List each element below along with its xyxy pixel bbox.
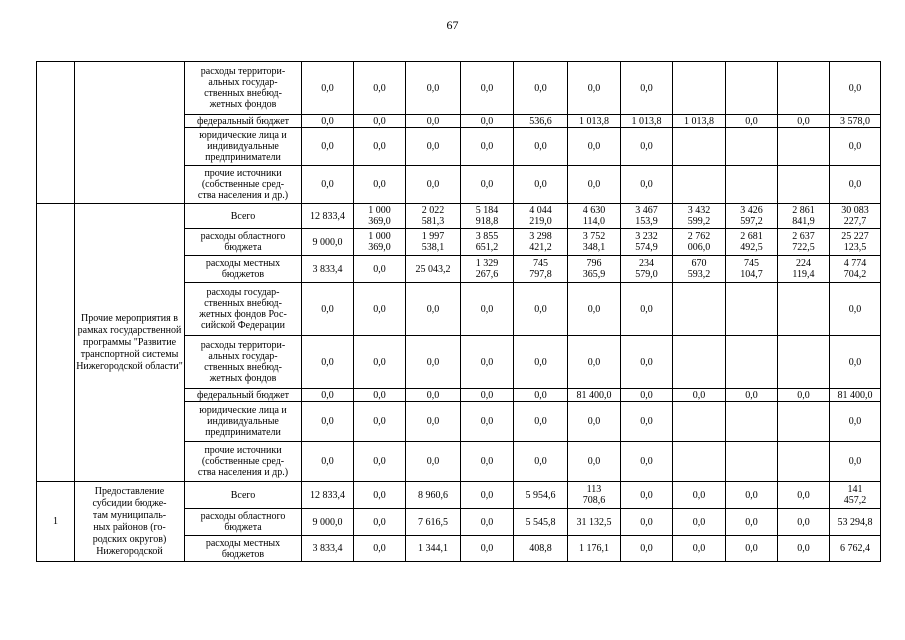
value-cell: 0,0 [302, 442, 354, 482]
value-cell: 0,0 [726, 389, 778, 402]
value-cell: 0,0 [354, 389, 406, 402]
funding-source-cell: прочие источники (собственные сред- ства населения и др.) [185, 442, 302, 482]
value-cell: 0,0 [568, 166, 621, 204]
value-cell [673, 166, 726, 204]
program-name-cell [75, 62, 185, 204]
value-cell [726, 62, 778, 115]
value-cell [726, 283, 778, 336]
funding-source-cell: федеральный бюджет [185, 115, 302, 128]
value-cell: 3 467 153,9 [621, 204, 673, 229]
value-cell [778, 283, 830, 336]
funding-source-cell: расходы территори- альных государ- ственных внебюд- жетных фондов [185, 336, 302, 389]
value-cell: 3 578,0 [830, 115, 881, 128]
value-cell: 5 545,8 [514, 509, 568, 536]
value-cell: 408,8 [514, 536, 568, 562]
page-number: 67 [446, 18, 459, 32]
value-cell: 0,0 [461, 402, 514, 442]
value-cell: 796 365,9 [568, 256, 621, 283]
program-name-cell: Предоставление субсидии бюдже- там муниципаль- ных районов (го- родских округов) Нижегородской [75, 482, 185, 562]
value-cell: 0,0 [621, 402, 673, 442]
value-cell: 0,0 [568, 283, 621, 336]
value-cell: 0,0 [568, 336, 621, 389]
value-cell: 0,0 [514, 283, 568, 336]
value-cell: 1 329 267,6 [461, 256, 514, 283]
value-cell: 0,0 [621, 442, 673, 482]
funding-source-cell: расходы территори- альных государ- ственных внебюд- жетных фондов [185, 62, 302, 115]
value-cell: 5 954,6 [514, 482, 568, 509]
value-cell: 0,0 [726, 536, 778, 562]
value-cell: 3 855 651,2 [461, 229, 514, 256]
value-cell: 1 000 369,0 [354, 229, 406, 256]
value-cell: 0,0 [461, 482, 514, 509]
value-cell: 0,0 [778, 509, 830, 536]
value-cell: 2 762 006,0 [673, 229, 726, 256]
row-number-cell [37, 204, 75, 482]
value-cell: 0,0 [778, 536, 830, 562]
value-cell: 0,0 [354, 336, 406, 389]
value-cell [778, 442, 830, 482]
value-cell: 0,0 [302, 128, 354, 166]
funding-source-cell: расходы местных бюджетов [185, 536, 302, 562]
value-cell: 0,0 [514, 166, 568, 204]
value-cell: 0,0 [673, 536, 726, 562]
value-cell: 234 579,0 [621, 256, 673, 283]
value-cell: 0,0 [354, 115, 406, 128]
value-cell: 0,0 [621, 283, 673, 336]
value-cell: 0,0 [354, 283, 406, 336]
value-cell: 0,0 [406, 283, 461, 336]
value-cell: 0,0 [621, 128, 673, 166]
value-cell: 1 013,8 [621, 115, 673, 128]
value-cell: 0,0 [621, 336, 673, 389]
value-cell: 9 000,0 [302, 509, 354, 536]
value-cell [726, 442, 778, 482]
value-cell: 2 681 492,5 [726, 229, 778, 256]
value-cell: 0,0 [354, 536, 406, 562]
value-cell: 4 630 114,0 [568, 204, 621, 229]
value-cell: 0,0 [354, 128, 406, 166]
value-cell: 0,0 [354, 482, 406, 509]
value-cell [673, 402, 726, 442]
value-cell: 0,0 [461, 389, 514, 402]
row-number-cell: 1 [37, 482, 75, 562]
value-cell [778, 62, 830, 115]
value-cell: 0,0 [830, 336, 881, 389]
value-cell [778, 166, 830, 204]
funding-source-cell: расходы местных бюджетов [185, 256, 302, 283]
value-cell: 0,0 [406, 128, 461, 166]
budget-table [36, 61, 881, 562]
program-name-cell: Прочие мероприятия в рамках государственной программы "Развитие транспортной системы Нижегородской области" [75, 204, 185, 482]
value-cell: 0,0 [354, 62, 406, 115]
value-cell: 0,0 [302, 62, 354, 115]
budget-table-body [37, 62, 881, 562]
value-cell: 0,0 [302, 336, 354, 389]
value-cell [778, 402, 830, 442]
value-cell: 30 083 227,7 [830, 204, 881, 229]
value-cell: 0,0 [621, 536, 673, 562]
value-cell [673, 442, 726, 482]
value-cell [673, 283, 726, 336]
value-cell [778, 128, 830, 166]
value-cell: 0,0 [568, 128, 621, 166]
table-row [37, 204, 881, 229]
value-cell: 0,0 [673, 482, 726, 509]
value-cell: 12 833,4 [302, 482, 354, 509]
funding-source-cell: расходы областного бюджета [185, 229, 302, 256]
row-number-cell [37, 62, 75, 204]
value-cell [673, 336, 726, 389]
value-cell: 0,0 [461, 166, 514, 204]
value-cell: 3 432 599,2 [673, 204, 726, 229]
value-cell: 0,0 [514, 442, 568, 482]
value-cell: 745 797,8 [514, 256, 568, 283]
value-cell: 4 774 704,2 [830, 256, 881, 283]
funding-source-cell: федеральный бюджет [185, 389, 302, 402]
value-cell: 0,0 [726, 509, 778, 536]
value-cell: 0,0 [302, 402, 354, 442]
value-cell: 0,0 [621, 509, 673, 536]
value-cell: 113 708,6 [568, 482, 621, 509]
value-cell: 0,0 [406, 389, 461, 402]
value-cell: 0,0 [461, 336, 514, 389]
value-cell: 0,0 [461, 509, 514, 536]
value-cell: 0,0 [621, 62, 673, 115]
value-cell: 12 833,4 [302, 204, 354, 229]
value-cell: 745 104,7 [726, 256, 778, 283]
value-cell: 53 294,8 [830, 509, 881, 536]
value-cell: 0,0 [778, 389, 830, 402]
value-cell: 0,0 [621, 389, 673, 402]
value-cell: 0,0 [406, 336, 461, 389]
value-cell: 1 013,8 [568, 115, 621, 128]
value-cell: 0,0 [461, 536, 514, 562]
value-cell: 0,0 [354, 166, 406, 204]
funding-source-cell: Всего [185, 204, 302, 229]
value-cell: 8 960,6 [406, 482, 461, 509]
funding-source-cell: расходы областного бюджета [185, 509, 302, 536]
value-cell: 3 426 597,2 [726, 204, 778, 229]
value-cell: 0,0 [461, 62, 514, 115]
value-cell: 0,0 [568, 442, 621, 482]
value-cell: 0,0 [778, 482, 830, 509]
value-cell: 0,0 [568, 402, 621, 442]
value-cell [726, 166, 778, 204]
value-cell: 9 000,0 [302, 229, 354, 256]
value-cell: 0,0 [302, 389, 354, 402]
value-cell: 4 044 219,0 [514, 204, 568, 229]
value-cell: 0,0 [461, 128, 514, 166]
value-cell: 81 400,0 [568, 389, 621, 402]
value-cell: 1 000 369,0 [354, 204, 406, 229]
value-cell [673, 62, 726, 115]
funding-source-cell: юридические лица и индивидуальные предприниматели [185, 128, 302, 166]
value-cell: 0,0 [514, 336, 568, 389]
funding-source-cell: юридические лица и индивидуальные предприниматели [185, 402, 302, 442]
value-cell: 3 232 574,9 [621, 229, 673, 256]
value-cell: 0,0 [514, 389, 568, 402]
value-cell: 0,0 [406, 166, 461, 204]
value-cell: 224 119,4 [778, 256, 830, 283]
value-cell: 5 184 918,8 [461, 204, 514, 229]
value-cell: 0,0 [302, 115, 354, 128]
value-cell: 0,0 [354, 442, 406, 482]
value-cell: 0,0 [830, 402, 881, 442]
value-cell: 0,0 [830, 166, 881, 204]
value-cell: 0,0 [302, 166, 354, 204]
value-cell: 536,6 [514, 115, 568, 128]
value-cell: 0,0 [514, 62, 568, 115]
value-cell: 25 043,2 [406, 256, 461, 283]
value-cell: 0,0 [673, 389, 726, 402]
value-cell: 2 022 581,3 [406, 204, 461, 229]
value-cell: 2 861 841,9 [778, 204, 830, 229]
funding-source-cell: расходы государ- ственных внебюд- жетных фондов Рос- сийской Федерации [185, 283, 302, 336]
value-cell: 0,0 [302, 283, 354, 336]
value-cell: 0,0 [354, 402, 406, 442]
value-cell: 0,0 [830, 62, 881, 115]
value-cell: 0,0 [514, 128, 568, 166]
value-cell: 670 593,2 [673, 256, 726, 283]
value-cell: 1 344,1 [406, 536, 461, 562]
value-cell: 0,0 [621, 166, 673, 204]
value-cell: 0,0 [406, 115, 461, 128]
value-cell: 0,0 [514, 402, 568, 442]
value-cell: 0,0 [406, 402, 461, 442]
value-cell [726, 402, 778, 442]
value-cell: 6 762,4 [830, 536, 881, 562]
value-cell: 1 997 538,1 [406, 229, 461, 256]
value-cell [673, 128, 726, 166]
value-cell: 0,0 [830, 442, 881, 482]
value-cell: 7 616,5 [406, 509, 461, 536]
value-cell: 0,0 [461, 115, 514, 128]
value-cell: 0,0 [568, 62, 621, 115]
table-row [37, 482, 881, 509]
value-cell: 1 013,8 [673, 115, 726, 128]
value-cell: 3 752 348,1 [568, 229, 621, 256]
value-cell: 0,0 [461, 442, 514, 482]
value-cell: 0,0 [406, 442, 461, 482]
value-cell: 0,0 [354, 509, 406, 536]
value-cell: 2 637 722,5 [778, 229, 830, 256]
value-cell: 3 298 421,2 [514, 229, 568, 256]
value-cell [726, 128, 778, 166]
funding-source-cell: Всего [185, 482, 302, 509]
value-cell: 0,0 [726, 115, 778, 128]
funding-source-cell: прочие источники (собственные сред- ства населения и др.) [185, 166, 302, 204]
value-cell: 0,0 [726, 482, 778, 509]
value-cell: 0,0 [673, 509, 726, 536]
value-cell: 0,0 [830, 128, 881, 166]
value-cell: 0,0 [406, 62, 461, 115]
value-cell: 1 176,1 [568, 536, 621, 562]
value-cell [726, 336, 778, 389]
value-cell: 0,0 [830, 283, 881, 336]
value-cell: 0,0 [778, 115, 830, 128]
value-cell: 0,0 [354, 256, 406, 283]
value-cell: 0,0 [461, 283, 514, 336]
value-cell: 0,0 [621, 482, 673, 509]
value-cell: 141 457,2 [830, 482, 881, 509]
value-cell: 31 132,5 [568, 509, 621, 536]
table-row [37, 62, 881, 115]
value-cell: 3 833,4 [302, 536, 354, 562]
value-cell [778, 336, 830, 389]
value-cell: 81 400,0 [830, 389, 881, 402]
value-cell: 3 833,4 [302, 256, 354, 283]
value-cell: 25 227 123,5 [830, 229, 881, 256]
